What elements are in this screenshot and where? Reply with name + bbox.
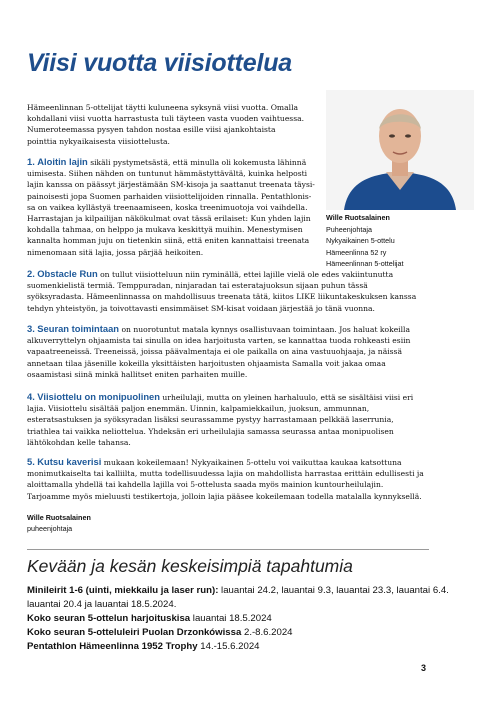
caption-line: Nykyaikainen 5-ottelu [326, 236, 395, 246]
section-heading: Aloitin lajin [37, 156, 88, 167]
event-item [27, 640, 467, 654]
section-heading: Seuran toimintaan [37, 323, 120, 334]
page-title: Viisi vuotta viisiottelua [27, 49, 292, 77]
author-photo [326, 90, 474, 210]
section-1 [27, 156, 317, 258]
section-number: 4. [27, 391, 35, 402]
caption-name: Wille Ruotsalainen [326, 213, 390, 222]
event-dates: lauantai 24.2, lauantai 9.3, lauantai 23.3, lauantai 6.4. lauantai 20.4 ja lauantai 18.5.2024. [27, 585, 449, 610]
event-item [27, 626, 467, 640]
section-3 [27, 323, 427, 380]
signature-role: puheenjohtaja [27, 524, 73, 533]
section-number: 1. [27, 156, 35, 167]
event-name: Minileirit 1-6 (uinti, miekkailu ja laser run): [27, 585, 219, 596]
signature [27, 512, 91, 534]
event-item [27, 612, 467, 626]
section-heading: Obstacle Run [37, 268, 98, 279]
caption-line: Hämeenlinnan 5-ottelijat [326, 259, 404, 269]
section-text: sikäli pystymetsästä, että minulla oli kokemusta lähinnä uimisesta. Siihen nähden on tuntunut hämmästyttävältä, kuinka helposti lajin kanssa on päässyt järjestämään SM-kisoja ja saattanut treenata täysi-painoisesti jopa Suomen parhaiden viisiottelijoiden rinnalla. Pentathlonis-sa on vaikea kyllästyä treenaamiseen, koska treenimuotoja voi vaihdella. Harrastajan ja kilpailijan näkökulmat ovat tässä erilaiset: Kun yhden lajin kohdalla tahmaa, on helppo ja mukava keskittyä muihin. Menestymisen kannalta homman juju on tietenkin siinä, että eniten kannattaisi treenata nimenomaan sitä lajia, jossa pärjää heikoiten. [27, 158, 315, 257]
events-title: Kevään ja kesän keskeisimpiä tapahtumia [27, 556, 353, 576]
events-list [27, 584, 467, 654]
caption-line: Puheenjohtaja [326, 224, 372, 234]
event-dates: 14.-15.6.2024 [197, 641, 260, 652]
section-5 [27, 456, 427, 502]
section-text: on nuorotuntut matala kynnys osallistuvaan toimintaan. Jos haluat kokeilla alkuverryttelyn ohjaamista tai sinulla on idea harjoitusta varten, se kannattaa tuoda rohkeasti esiin vapaatreeneissä. Treeneissä, joissa päävalmentaja ei ole paikalla on aina vastuuohjaaja, ja näissä annetaan tilaa jäsenille kokeilla yksittäisten harjoitusten ohjaamista Samalla voit jakaa omaa osaamistasi siinä minkä hallitset eniten parhaiten muille. [27, 325, 411, 379]
page-number: 3 [421, 663, 427, 673]
event-name: Koko seuran 5-ottelun harjoituskisa [27, 613, 191, 624]
event-dates: lauantai 18.5.2024 [190, 613, 272, 624]
section-number: 5. [27, 456, 35, 467]
section-4 [27, 391, 427, 448]
section-number: 2. [27, 268, 35, 279]
event-dates: 2.-8.6.2024 [241, 627, 293, 638]
event-name: Pentathlon Hämeenlinna 1952 Trophy [27, 641, 198, 652]
intro-paragraph: Hämeenlinnan 5-ottelijat täytti kuluneena syksynä viisi vuotta. Omalla kohdallani viisi vuotta harrastusta tuli täyteen vasta vuoden vaihtuessa. Numeroteemassa pysyen tahdon nostaa esille viisi ajankohtaista pointtia nykyaikaisesta viisiottelusta. [27, 103, 305, 146]
caption-line: Hämeenlinna 52 ry [326, 247, 387, 257]
section-heading: Viisiottelu on monipuolinen [37, 391, 160, 402]
section-text: urheilulaji, mutta on yleinen harhaluulo, että se sisältäisi viisi eri lajia. Viisiottelu sisältää paljon enemmän. Uinnin, kalpamiekkailun, juoksun, ammunnan, esteratsastuksen ja syöksyradan lisäksi seurassamme pystyy harrastamaan pelkkää laserrunia, triathlea tai vaikka neliottelua. Yhdeksän eri urheilulajia samassa seurassa antaa monipuolisen lähtökohdan kelle tahansa. [27, 393, 414, 447]
section-number: 3. [27, 323, 35, 334]
photo-caption [326, 212, 476, 270]
section-text: on tullut viisiotteluun niin ryminällä, ettei lajille vielä ole edes vakiintunutta suomenkielistä termiä. Temppuradan, ninjaradan tai esteratajuoksun sijaan puhun tässä syöksyradasta. Hämeenlinnassa on mahdollisuus treenata tätä, kiitos LIKE liikuntakeskuksen kanssa tehdyn yhteistyön, ja toivottavasti ensimmäiset SM-kisat voidaan järjestää jo tänä vuonna. [27, 270, 417, 313]
section-text: mukaan kokeilemaan! Nykyaikainen 5-ottelu voi vaikuttaa kaukaa katsottuna monimutkaiselta tai kalliilta, mutta todellisuudessa lajia on mahdollista harrastaa erittäin edullisesti ja aloittamalla yhdellä tai kahdella lajilla voi 5-ottelusta saada myös mainion kuntourheilulajin. Tarjoamme myös mieluusti testikertoja, jolloin lajia pääsee kokeilemaan todella matalalla kynnyksellä. [27, 458, 424, 501]
event-name: Koko seuran 5-otteluleiri Puolan Drzonkówissa [27, 627, 242, 638]
event-item [27, 584, 467, 612]
section-divider [27, 549, 429, 550]
section-heading: Kutsu kaverisi [37, 456, 102, 467]
section-2 [27, 268, 427, 314]
signature-name: Wille Ruotsalainen [27, 513, 91, 522]
